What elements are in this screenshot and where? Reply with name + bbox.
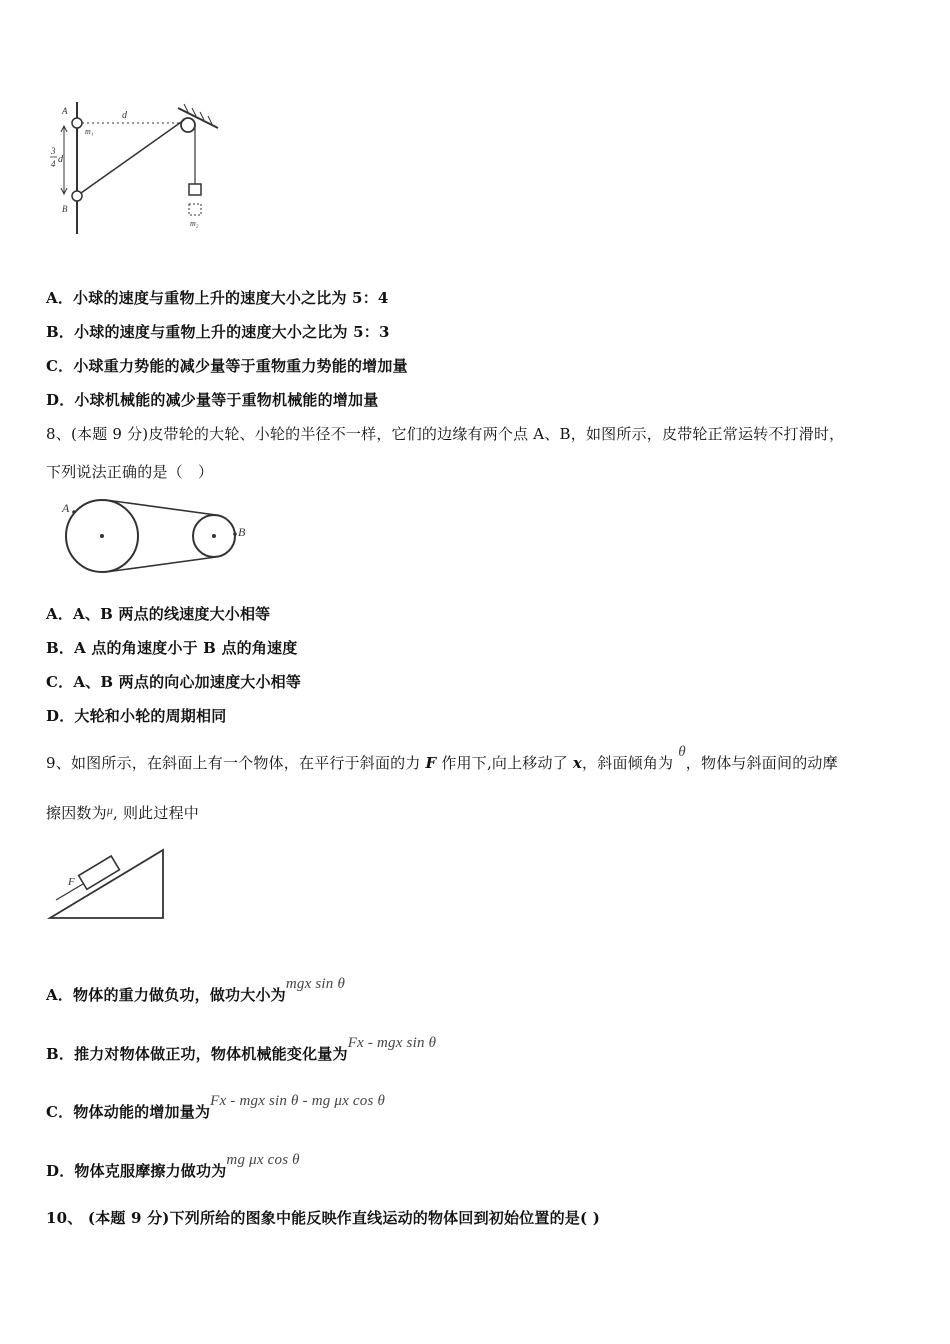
q9-stem-part1: 9、如图所示，在斜面上有一个物体，在平行于斜面的力 [46, 754, 426, 772]
q8-option-b: B．A 点的角速度小于 B 点的角速度 [46, 639, 298, 657]
q9-option-a-formula: mgx sin θ [285, 976, 346, 992]
label-m1: m₁ [85, 127, 94, 136]
q8-stem-line2: 下列说法正确的是（ ） [46, 463, 214, 481]
label-m2: m₂ [190, 219, 199, 228]
q9-stem-line1 [46, 744, 838, 773]
label-frac-d: d [58, 154, 63, 165]
q8-option-a: A．A、B 两点的线速度大小相等 [46, 605, 271, 623]
label-frac-num: 3 [51, 146, 56, 156]
q9-option-d [46, 1152, 300, 1181]
q9-stem-part2: 作用下,向上移动了 [436, 754, 573, 772]
pulley-diagram [48, 98, 228, 238]
q9-stem-line2-a: 擦因数为 [46, 804, 107, 822]
q8-stem-line1: 8、(本题 9 分)皮带轮的大轮、小轮的半径不一样，它们的边缘有两个点 A、B，如图所示，皮带轮正常运转不打滑时， [46, 425, 845, 443]
q9-stem-mu: μ [106, 803, 114, 817]
label-A: A [62, 501, 70, 515]
q9-option-a [46, 976, 346, 1005]
q9-option-c-formula: Fx - mgx sin θ - mg μx cos θ [210, 1093, 386, 1109]
q7-option-a: A．小球的速度与重物上升的速度大小之比为 5：4 [46, 289, 389, 307]
q8-option-c: C．A、B 两点的向心加速度大小相等 [46, 673, 302, 691]
q7-option-b: B．小球的速度与重物上升的速度大小之比为 5：3 [46, 323, 390, 341]
q9-option-d-text: D．物体克服摩擦力做功为 [46, 1162, 227, 1180]
q9-stem-line2 [46, 802, 199, 823]
label-A: A [62, 106, 68, 116]
label-F: F [68, 876, 75, 888]
label-B: B [238, 525, 246, 539]
q10-stem: 10、 (本题 9 分)下列所给的图象中能反映作直线运动的物体回到初始位置的是( ) [46, 1209, 600, 1227]
q7-option-c: C．小球重力势能的减少量等于重物重力势能的增加量 [46, 357, 408, 375]
q8-option-d: D．大轮和小轮的周期相同 [46, 707, 227, 725]
q9-stem-part4: ，物体与斜面间的动摩 [685, 754, 838, 772]
q7-option-d: D．小球机械能的减少量等于重物机械能的增加量 [46, 391, 379, 409]
q9-option-d-formula: mg μx cos θ [226, 1152, 300, 1168]
q9-option-b-formula: Fx - mgx sin θ [347, 1035, 437, 1051]
q9-option-c [46, 1093, 386, 1122]
q9-option-b [46, 1035, 437, 1064]
q9-option-b-text: B．推力对物体做正功，物体机械能变化量为 [46, 1045, 348, 1063]
label-B: B [62, 204, 68, 214]
belt-pulley-diagram [54, 496, 264, 578]
label-frac-den: 4 [51, 159, 56, 169]
q9-stem-part3: ，斜面倾角为 [582, 754, 679, 772]
q9-option-c-text: C．物体动能的增加量为 [46, 1103, 211, 1121]
incline-diagram [46, 845, 171, 925]
q9-stem-x: x [572, 754, 583, 772]
q9-stem-theta: θ [678, 744, 686, 760]
q9-stem-line2-b: , 则此过程中 [113, 804, 199, 822]
q9-stem-F: F [425, 754, 437, 772]
q9-option-a-text: A．物体的重力做负功，做功大小为 [46, 986, 286, 1004]
label-d: d [122, 110, 127, 121]
